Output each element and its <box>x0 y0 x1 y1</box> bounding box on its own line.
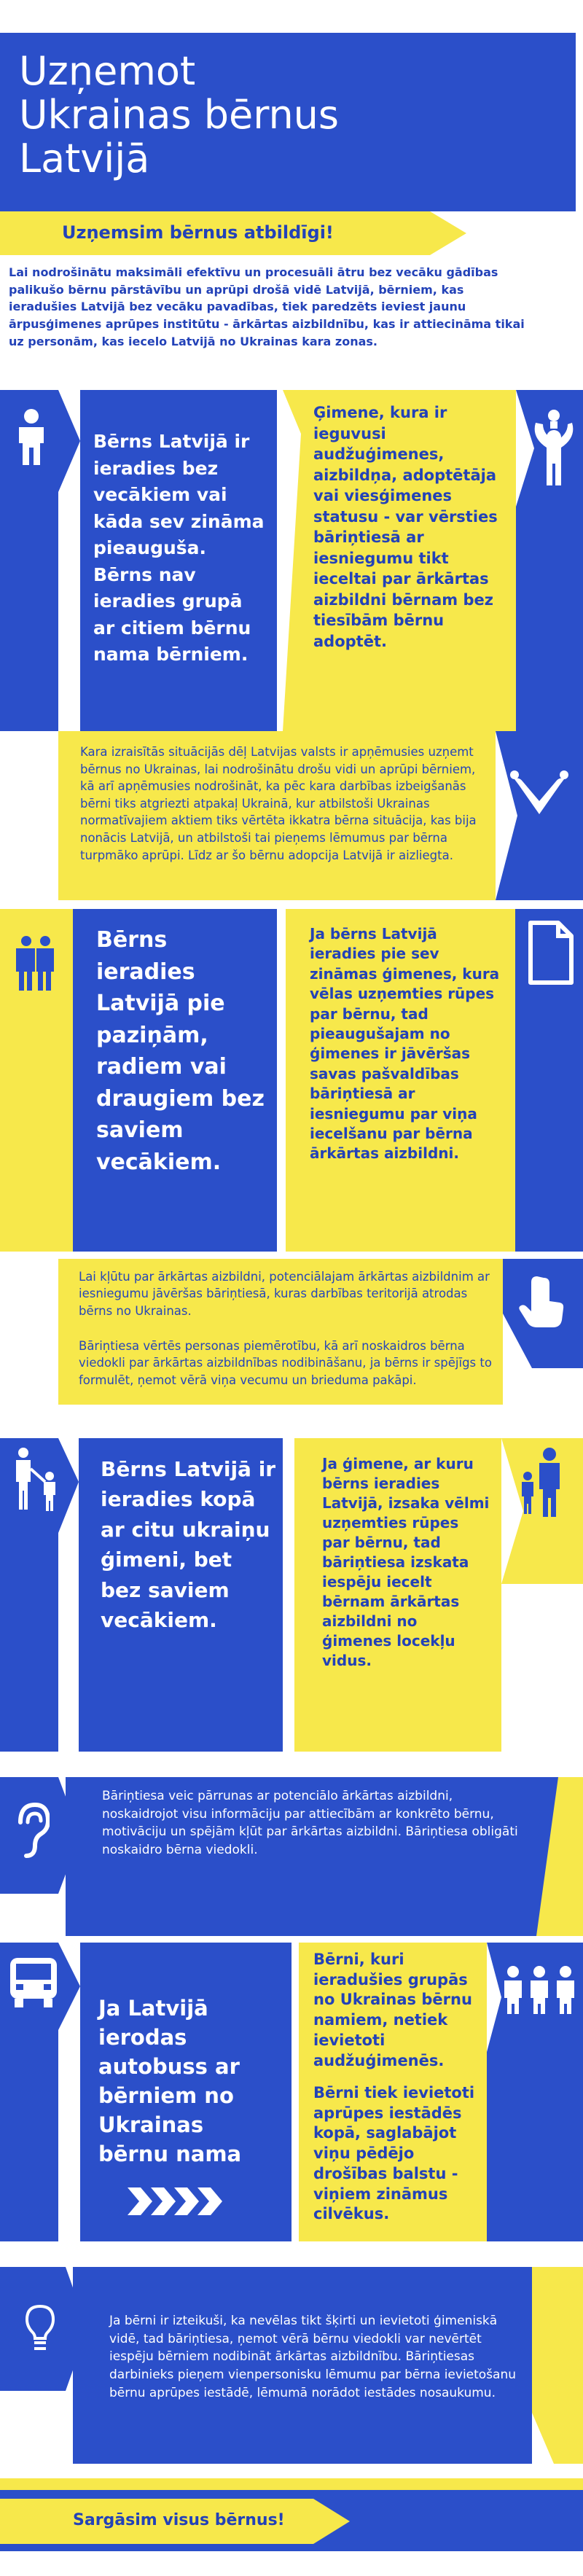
family-icon <box>528 408 579 488</box>
s1-left-text: Bērns Latvijā ir ieradies bez vecākiem vai kāda sev zināma pieauguša. Bērns nav ieradies grupā ar citiem bērnu nama bērniem. <box>93 431 265 665</box>
document-icon <box>525 920 576 985</box>
s2-note-p1: Lai kļūtu par ārkārtas aizbildni, potenciālajam ārkārtas aizbildnim ar iesniegumu jāvēršas bāriņtiesā, kuras darbības teritorijā atrodas bērns no Ukrainas. <box>79 1270 490 1318</box>
s3-right-text: Ja ģimene, ar kuru bērns ieradies Latvijā, izsaka vēlmi uzņemties rūpes par bērnu, tad bāriņtiesa izskata iespēju iecelt bērnam ārkārtas aizbildni no ģimenes locekļu vidus. <box>322 1455 490 1669</box>
s2-note-p2: Bāriņtiesa vērtēs personas piemērotību, kā arī noskaidros bērna viedokli par ārkārtas aizbildnības nodibināšanu, ja bērns ir spējīgs to formulēt, ņemot vērā viņa vecumu un brieduma pakāpi. <box>79 1339 492 1387</box>
child-icon <box>13 408 50 467</box>
forward-chevrons-icon[interactable] <box>128 2183 222 2220</box>
s4-right-text-2: Bērni tiek ievietoti aprūpes iestādēs kopā, saglabājot viņu pēdējo drošības balstu - viņiem zināmus cilvēkus. <box>313 2084 475 2223</box>
s1-right-text: Ģimene, kura ir ieguvusi audžuģimenes, aizbildņa, adoptētāja vai viesģimenes statusu - var vērsties bāriņtiesā ar iesniegumu tikt ieceltai par ārkārtas aizbildni bērnam bez tiesībām bērnu adoptēt. <box>313 404 498 651</box>
group-children-icon <box>503 1964 576 2015</box>
s4-right-text-1: Bērni, kuri ieradušies grupās no Ukrainas bērnu namiem, netiek ievietoti audžuģimenēs. <box>313 1951 472 2069</box>
two-people-icon <box>13 935 57 994</box>
s2-right-text: Ja bērns Latvijā ieradies pie sev zināmas ģimenes, kura vēlas uzņemties rūpes par bērnu, tad pieaugušajam no ģimenes ir jāvēršas savas pašvaldības bāriņtiesā ar iesniegumu par viņa iecelšanu par bērna ārkārtas aizbildni. <box>310 925 500 1163</box>
ear-icon <box>13 1800 50 1859</box>
s1-note-text: Kara izraisītās situācijās dēļ Latvijas valsts ir apņēmusies uzņemt bērnus no Ukrainas, lai nodrošinātu drošu vidi un aprūpi bērniem, kā arī apņēmusies nodrošināt, ka pēc kara darbības izbeigšanās bērni tiks atgriezti atpakaļ Ukrainā, kur atbilstoši Ukrainas normatīvajiem aktiem tiks vērtēta ikkatra bērna situācija, kas bija nonācis Latvijā, un atbilstoši tai pieņems lēmumus par bērna turpmāko aprūpi. Līdz ar šo bērnu adopcija Latvijā ir aizliegta. <box>80 745 477 862</box>
subtitle: Uzņemsim bērnus atbildīgi! <box>62 222 334 243</box>
s3-note-text: Bāriņtiesa veic pārrunas ar potenciālo ārkārtas aizbildni, noskaidrojot visu informāciju par attiecībām ar konkrēto bērnu, motivāciju un spējām kļūt par ārkārtas aizbildni. Bāriņtiesa obligāti noskaidro bērna viedokli. <box>102 1789 518 1857</box>
pointing-hand-icon <box>516 1273 564 1332</box>
footer-text: Sargāsim visus bērnus! <box>73 2511 285 2529</box>
lightbulb-icon <box>22 2303 58 2354</box>
header-title: Uzņemot Ukrainas bērnus Latvijā <box>19 48 340 182</box>
footer-top-strip <box>0 2478 583 2490</box>
s4-left-text: Ja Latvijā ierodas autobuss ar bērniem no Ukrainas bērnu nama <box>98 1996 242 2167</box>
s3-left-text: Bērns Latvijā ir ieradies kopā ar citu ukraiņu ģimeni, bet bez saviem vecākiem. <box>101 1457 276 1633</box>
s4-note-side <box>532 2267 583 2464</box>
adult-child-icon <box>7 1447 66 1513</box>
s2-left-text: Bērns ieradies Latvijā pie paziņām, radiem vai draugiem bez saviem vecākiem. <box>96 927 265 1175</box>
parent-children-icon <box>517 1447 576 1520</box>
bus-icon <box>4 1954 63 2012</box>
hug-icon <box>510 762 568 820</box>
intro-text: Lai nodrošinātu maksimāli efektīvu un procesuāli ātru bez vecāku gādības palikušo bērnu pārstāvību un aprūpi drošā vidē Latvijā, bērniem, kas ieradušies Latvijā bez vecāku pavadības, tiek paredzēts ieviest jaunu ārpusģimenes aprūpes institūtu - ārkārtas aizbildnību, kas ir attiecināma tikai uz personām, kas iecelo Latvijā no Ukrainas kara zonas. <box>9 265 525 348</box>
s4-note-text: Ja bērni ir izteikuši, ka nevēlas tikt šķirti un ievietoti ģimeniskā vidē, tad bāriņtiesa, ņemot vērā bērnu viedokli var nevērtēt iespēju bērniem nodibināt ārkārtas aizbildnību. Bāriņtiesas darbinieks pieņem vienpersonisku lēmumu par bērna ievietošanu bērnu aprūpes iestādē, lēmumā norādot iestādes nosaukumu. <box>109 2314 517 2400</box>
